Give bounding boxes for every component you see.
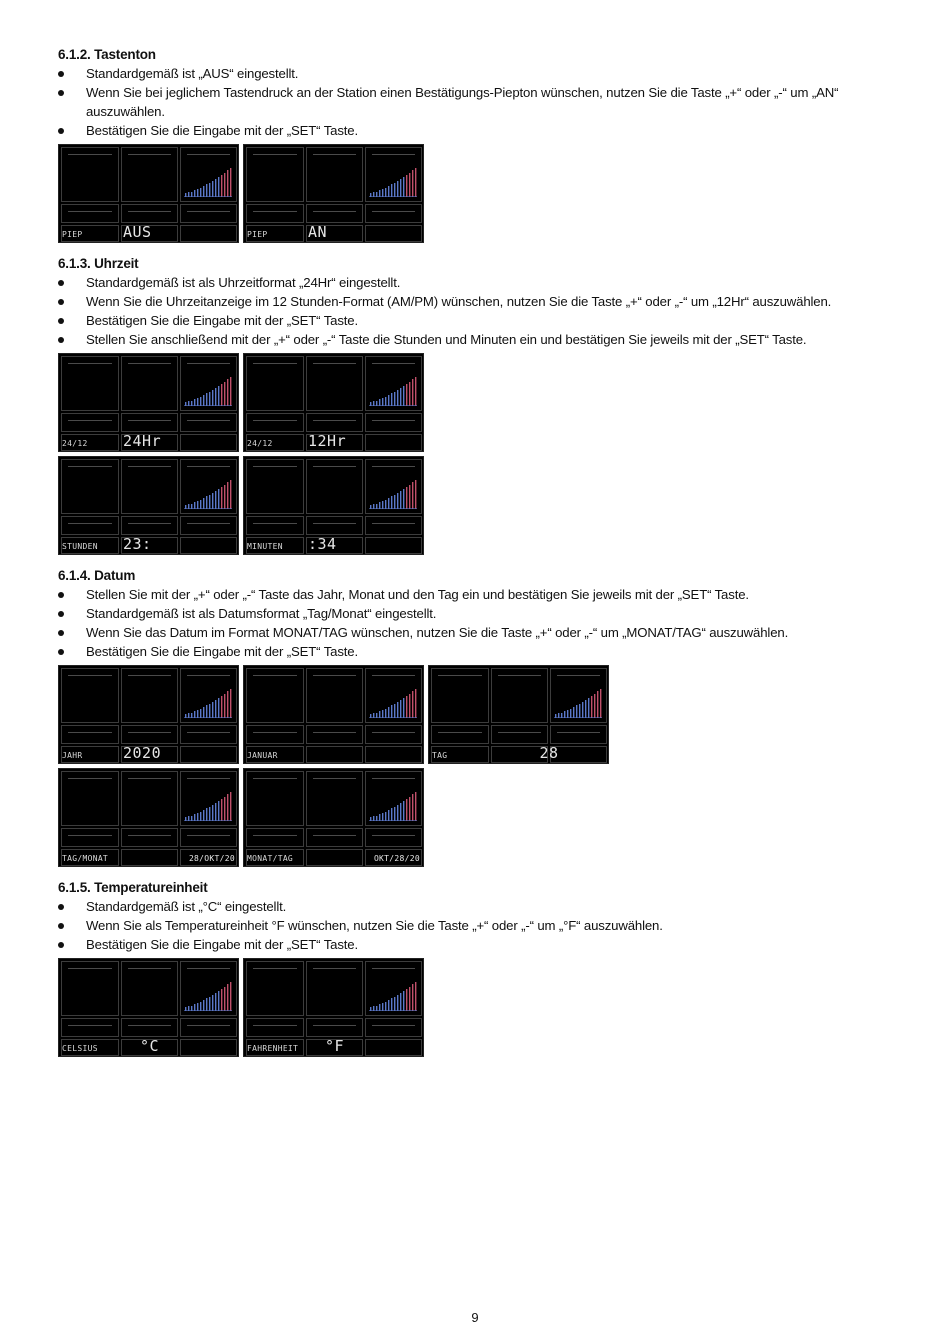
bar [221,175,222,197]
bar [218,801,219,821]
bar [209,997,210,1011]
bar [409,485,410,509]
bar [206,184,207,197]
bar [230,168,231,197]
bar [194,190,195,197]
section-heading: 6.1.5. Temperatureinheit [58,880,208,895]
bar [397,805,398,821]
screen-value: 23: [123,535,152,553]
bar [382,398,383,406]
bar [391,496,392,509]
bar [403,489,404,509]
bar [406,384,407,406]
bar [415,480,416,509]
screen-label: MONAT/TAG [247,854,294,863]
bar [221,487,222,509]
bar [591,696,592,718]
bar [227,794,228,821]
bar [227,984,228,1011]
bullet-list [58,897,898,954]
screen-value: AN [308,223,328,241]
bar [206,496,207,509]
display-screen [58,958,239,1057]
list-item: Wenn Sie bei jeglichem Tastendruck an der Station einen Bestätigungs-Piepton wünschen, nutzen Sie die Taste „+“ oder „-“ um „AN“ auszuwählen. [58,83,898,121]
bar [397,181,398,197]
bar [415,982,416,1011]
page-number: 9 [471,1310,479,1325]
bar-graph-icon [184,167,232,197]
bar [379,190,380,197]
screen-row [58,144,898,243]
screen-label: PIEP [62,230,83,239]
bar [388,186,389,197]
bar [215,491,216,509]
screen-value: :34 [308,535,337,553]
list-item: Stellen Sie anschließend mit der „+“ oder „-“ Taste die Stunden und Minuten ein und bestätigen Sie jeweils mit der „SET“ Taste. [58,330,898,349]
bar [200,188,201,197]
bar [379,399,380,406]
bar [221,384,222,406]
list-item: Stellen Sie mit der „+“ oder „-“ Taste das Jahr, Monat und den Tag ein und bestätigen Sie jeweils mit der „SET“ Taste. [58,585,898,604]
screen-row [58,456,898,555]
bar [409,797,410,821]
bar [209,392,210,406]
bar-graph-icon [369,791,417,821]
bar [394,807,395,821]
bar [597,691,598,718]
bar [582,702,583,718]
bar [203,707,204,718]
screen-label: TAG/MONAT [62,854,109,863]
bullet-icon [58,649,64,655]
bar [382,710,383,718]
bar [588,698,589,718]
bar [209,704,210,718]
bar [379,502,380,509]
bar [215,388,216,406]
bar [594,694,595,718]
bar [388,707,389,718]
section-heading: 6.1.4. Datum [58,568,136,583]
bar [409,694,410,718]
section-uhrzeit [58,254,898,555]
bar [197,710,198,718]
bar [230,982,231,1011]
bar [403,801,404,821]
list-item: Standardgemäß ist „°C“ eingestellt. [58,897,898,916]
bar [406,799,407,821]
screen-value: 28/OKT/20 [188,854,235,863]
screen-value: °C [139,1037,160,1055]
bar [397,702,398,718]
bar [227,170,228,197]
bar [194,814,195,821]
bar [218,386,219,406]
bar [203,498,204,509]
bar [385,188,386,197]
bar [194,711,195,718]
bar [600,689,601,718]
section-heading: 6.1.2. Tastenton [58,47,156,62]
screen-value: OKT/28/20 [373,854,420,863]
bar [382,1003,383,1011]
bar [391,808,392,821]
bar [415,377,416,406]
bar [382,189,383,197]
bar [388,1000,389,1011]
bar-graph-icon [184,376,232,406]
display-screen [243,958,424,1057]
bar [224,797,225,821]
bar [391,998,392,1011]
bar [230,689,231,718]
bullet-icon [58,592,64,598]
bar [212,181,213,197]
screen-label: CELSIUS [62,1044,98,1053]
bar [400,491,401,509]
bar [212,995,213,1011]
bar [200,1002,201,1011]
bar [400,388,401,406]
bar [397,493,398,509]
bar [218,489,219,509]
bar [215,179,216,197]
display-screen [243,144,424,243]
bar-graph-icon [369,479,417,509]
bar [203,186,204,197]
bar [227,482,228,509]
display-screen [243,456,424,555]
bar [215,700,216,718]
bar [406,175,407,197]
bar [585,700,586,718]
bullet-icon [58,630,64,636]
bar [570,709,571,718]
screen-label: PIEP [247,230,268,239]
bullet-icon [58,923,64,929]
bar [391,393,392,406]
bar [391,705,392,718]
bar [224,173,225,197]
bar [224,987,225,1011]
bar [397,995,398,1011]
display-screen [243,768,424,867]
screen-label: TAG [432,751,448,760]
display-screen [428,665,609,764]
bar [394,392,395,406]
bar [382,813,383,821]
bar [230,792,231,821]
bar [391,184,392,197]
screen-value: °F [324,1037,345,1055]
bar [224,382,225,406]
section-heading: 6.1.3. Uhrzeit [58,256,139,271]
section-temperatureinheit [58,878,898,1057]
bar [388,498,389,509]
bullet-icon [58,611,64,617]
bar [212,702,213,718]
screen-label: 24/12 [247,439,273,448]
bar [227,691,228,718]
bar [197,813,198,821]
bar-graph-icon [184,791,232,821]
bar [230,480,231,509]
bar-graph-icon [184,981,232,1011]
bar [194,399,195,406]
display-screen [243,353,424,452]
bullet-icon [58,128,64,134]
list-item: Standardgemäß ist als Uhrzeitformat „24Hr“ eingestellt. [58,273,898,292]
bar [394,704,395,718]
bar [403,177,404,197]
bar [221,989,222,1011]
screen-label: JAHR [62,751,83,760]
bar-graph-icon [369,688,417,718]
bar [400,803,401,821]
bar [403,698,404,718]
bar-graph-icon [369,167,417,197]
bar [394,997,395,1011]
list-item: Standardgemäß ist als Datumsformat „Tag/Monat“ eingestellt. [58,604,898,623]
screen-label: MINUTEN [247,542,283,551]
bar [403,386,404,406]
screen-label: JANUAR [247,751,278,760]
bar [206,393,207,406]
display-screen [58,144,239,243]
bar [200,500,201,509]
bar [406,696,407,718]
bar [576,705,577,718]
bar [379,814,380,821]
screen-value: 24Hr [123,432,162,450]
bar [412,691,413,718]
screen-row [58,353,898,452]
bar [412,984,413,1011]
bar [206,705,207,718]
list-item: Bestätigen Sie die Eingabe mit der „SET“ Taste. [58,935,898,954]
bullet-icon [58,318,64,324]
bar [212,805,213,821]
screen-label: 24/12 [62,439,88,448]
bar [379,711,380,718]
bar [579,704,580,718]
bar [197,398,198,406]
bar [209,495,210,509]
list-item: Wenn Sie die Uhrzeitanzeige im 12 Stunden-Format (AM/PM) wünschen, nutzen Sie die Taste „+“ oder „-“ um „12Hr“ auszuwählen. [58,292,898,311]
bar [200,397,201,406]
bar [412,379,413,406]
bar [197,189,198,197]
bar [415,792,416,821]
screen-value: AUS [123,223,152,241]
bullet-list [58,585,898,661]
list-item: Bestätigen Sie die Eingabe mit der „SET“ Taste. [58,121,898,140]
bar [409,173,410,197]
bar [212,493,213,509]
bar-graph-icon [554,688,602,718]
bar [215,803,216,821]
bar [221,696,222,718]
bar [412,794,413,821]
screen-row [58,665,898,764]
bar [200,812,201,821]
bar [224,694,225,718]
display-screen [58,768,239,867]
bar [388,395,389,406]
bullet-icon [58,71,64,77]
bar [212,390,213,406]
bar [206,998,207,1011]
bar [385,397,386,406]
bar [230,377,231,406]
bar [412,170,413,197]
list-item: Standardgemäß ist „AUS“ eingestellt. [58,64,898,83]
bar [215,993,216,1011]
bar [409,987,410,1011]
bar [200,709,201,718]
bar [203,395,204,406]
bar [218,698,219,718]
bar-graph-icon [184,688,232,718]
bar [385,1002,386,1011]
bar [382,501,383,509]
bullet-icon [58,280,64,286]
bar [218,991,219,1011]
screen-label: FAHRENHEIT [247,1044,299,1053]
bullet-icon [58,299,64,305]
bar-graph-icon [184,479,232,509]
bar [400,700,401,718]
bar [385,709,386,718]
bar [573,707,574,718]
display-screen [58,456,239,555]
bar [209,183,210,197]
bar [412,482,413,509]
display-screen [58,353,239,452]
list-item: Bestätigen Sie die Eingabe mit der „SET“ Taste. [58,311,898,330]
bar [415,168,416,197]
bar [203,1000,204,1011]
bullet-icon [58,904,64,910]
bar-graph-icon [369,376,417,406]
bar [394,495,395,509]
bullet-list [58,273,898,349]
screen-row [58,768,898,867]
bar [564,711,565,718]
bar [194,1004,195,1011]
bar [406,989,407,1011]
bullet-icon [58,90,64,96]
screen-label: STUNDEN [62,542,98,551]
bar [403,991,404,1011]
bar [197,1003,198,1011]
bar [379,1004,380,1011]
bar [221,799,222,821]
bar [397,390,398,406]
bullet-icon [58,337,64,343]
bar [203,810,204,821]
list-item: Wenn Sie als Temperatureinheit °F wünschen, nutzen Sie die Taste „+“ oder „-“ um „°F“ auszuwählen. [58,916,898,935]
bar [415,689,416,718]
bar [409,382,410,406]
bar-graph-icon [369,981,417,1011]
bullet-list [58,64,898,140]
bar [394,183,395,197]
bar [406,487,407,509]
bar [400,993,401,1011]
manual-page [58,45,898,1068]
screen-value: 2020 [123,744,162,762]
bar [388,810,389,821]
bar [218,177,219,197]
bar [224,485,225,509]
screen-row [58,958,898,1057]
list-item: Bestätigen Sie die Eingabe mit der „SET“ Taste. [58,642,898,661]
section-tastenton [58,45,898,243]
screen-value: 28 [539,744,559,762]
screen-value: 12Hr [308,432,347,450]
bar [400,179,401,197]
bar [194,502,195,509]
bullet-icon [58,942,64,948]
bar [209,807,210,821]
bar [227,379,228,406]
bar [567,710,568,718]
display-screen [243,665,424,764]
list-item: Wenn Sie das Datum im Format MONAT/TAG wünschen, nutzen Sie die Taste „+“ oder „-“ um „MONAT/TAG“ auszuwählen. [58,623,898,642]
bar [385,812,386,821]
section-datum [58,566,898,867]
display-screen [58,665,239,764]
bar [385,500,386,509]
bar [197,501,198,509]
bar [206,808,207,821]
